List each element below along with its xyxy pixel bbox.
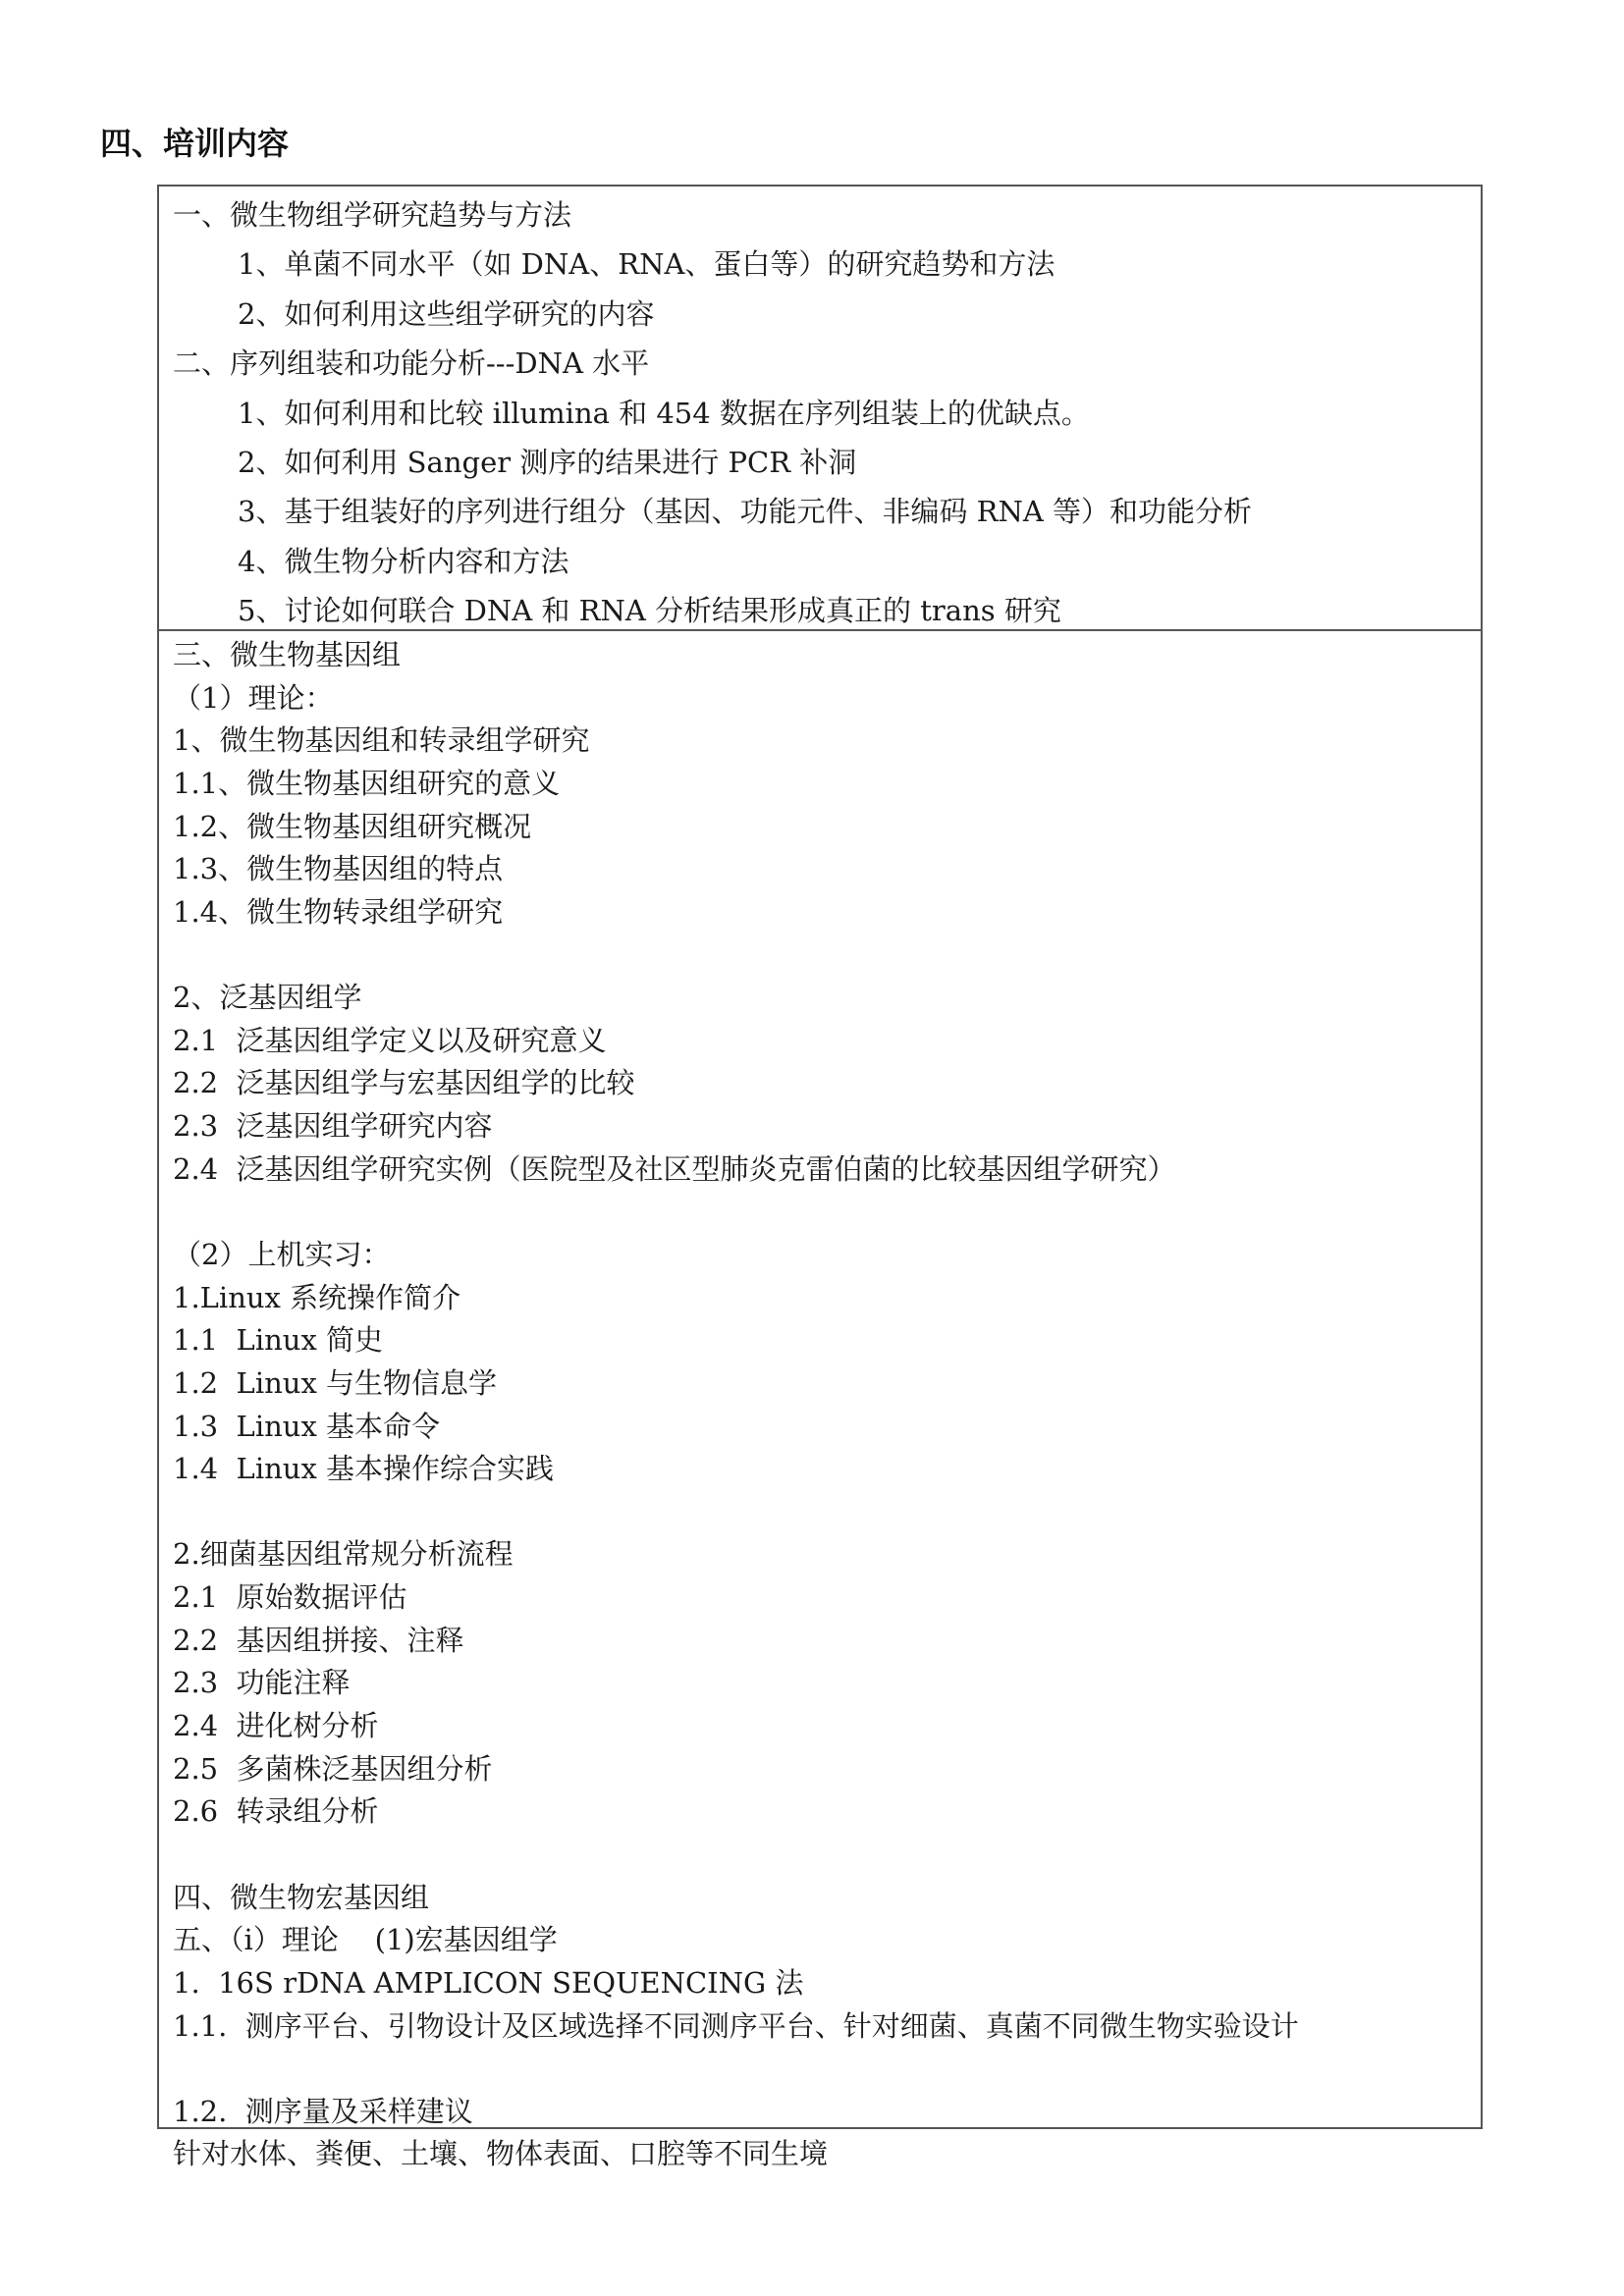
table-cell-genomics (173, 634, 1471, 2176)
content-line: 2.2 泛基因组学与宏基因组学的比较 (173, 1066, 635, 1100)
content-line: 1.4 Linux 基本操作综合实践 (173, 1452, 555, 1486)
content-line: 1.2. 测序量及采样建议 (173, 2094, 473, 2128)
content-line: 2.2 基因组拼接、注释 (173, 1623, 464, 1657)
content-line: 2.3 功能注释 (173, 1666, 351, 1700)
outline-subitem: 2、如何利用 Sanger 测序的结果进行 PCR 补洞 (238, 445, 857, 479)
content-line: 1.4、微生物转录组学研究 (173, 894, 504, 929)
content-line: 2.4 进化树分析 (173, 1709, 379, 1743)
content-line: 2.3 泛基因组学研究内容 (173, 1109, 493, 1144)
outline-subitem: 4、微生物分析内容和方法 (238, 544, 569, 578)
content-line: 2.1 原始数据评估 (173, 1580, 407, 1615)
outline-subitem: 1、如何利用和比较 illumina 和 454 数据在序列组装上的优缺点。 (238, 396, 1090, 430)
content-line: 2.4 泛基因组学研究实例（医院型及社区型肺炎克雷伯菌的比较基因组学研究） (173, 1151, 1176, 1186)
content-line: （1）理论： (173, 680, 334, 715)
outline-item: 一、微生物组学研究趋势与方法 (173, 198, 572, 232)
content-line: 1.1、微生物基因组研究的意义 (173, 766, 561, 800)
section-heading: 四、培训内容 (100, 125, 290, 162)
content-line: 1.1. 测序平台、引物设计及区域选择不同测序平台、针对细菌、真菌不同微生物实验设计 (173, 2008, 1299, 2043)
content-line: 1.3 Linux 基本命令 (173, 1409, 441, 1443)
blank-line (173, 1834, 1471, 1877)
content-line: 2.5 多菌株泛基因组分析 (173, 1751, 493, 1786)
blank-line (173, 2048, 1471, 2091)
content-line: （2）上机实习： (173, 1237, 391, 1271)
outline-subitem: 3、基于组装好的序列进行组分（基因、功能元件、非编码 RNA 等）和功能分析 (238, 495, 1253, 529)
blank-line (173, 1491, 1471, 1534)
content-line: 四、微生物宏基因组 (173, 1880, 430, 1914)
outline-subitem: 1、单菌不同水平（如 DNA、RNA、蛋白等）的研究趋势和方法 (238, 247, 1056, 282)
table-cell-dna-level (173, 190, 1471, 636)
outline-item: 二、序列组装和功能分析---DNA 水平 (173, 347, 650, 381)
content-line: 2.6 转录组分析 (173, 1794, 379, 1829)
content-line: 1.3、微生物基因组的特点 (173, 852, 504, 886)
content-line: 针对水体、粪便、土壤、物体表面、口腔等不同生境 (173, 2137, 829, 2171)
content-line: 三、微生物基因组 (173, 638, 402, 671)
content-line: 1. 16S rDNA AMPLICON SEQUENCING 法 (173, 1965, 804, 2000)
row-divider (159, 629, 1481, 631)
content-line: 五、（i）理论 (1)宏基因组学 (173, 1923, 558, 1957)
outline-subitem: 5、讨论如何联合 DNA 和 RNA 分析结果形成真正的 trans 研究 (238, 594, 1061, 628)
content-line: 2.1 泛基因组学定义以及研究意义 (173, 1023, 607, 1057)
blank-line (173, 1191, 1471, 1234)
content-line: 1.2 Linux 与生物信息学 (173, 1365, 498, 1400)
content-line: 2.细菌基因组常规分析流程 (173, 1537, 514, 1572)
outline-subitem: 2、如何利用这些组学研究的内容 (238, 296, 655, 331)
content-line: 1.1 Linux 简史 (173, 1323, 384, 1358)
content-line: 2、泛基因组学 (173, 981, 362, 1015)
content-line: 1.Linux 系统操作简介 (173, 1280, 461, 1314)
blank-line (173, 934, 1471, 977)
content-table (157, 185, 1483, 2171)
content-line: 1.2、微生物基因组研究概况 (173, 809, 532, 843)
content-line: 1、微生物基因组和转录组学研究 (173, 723, 590, 758)
